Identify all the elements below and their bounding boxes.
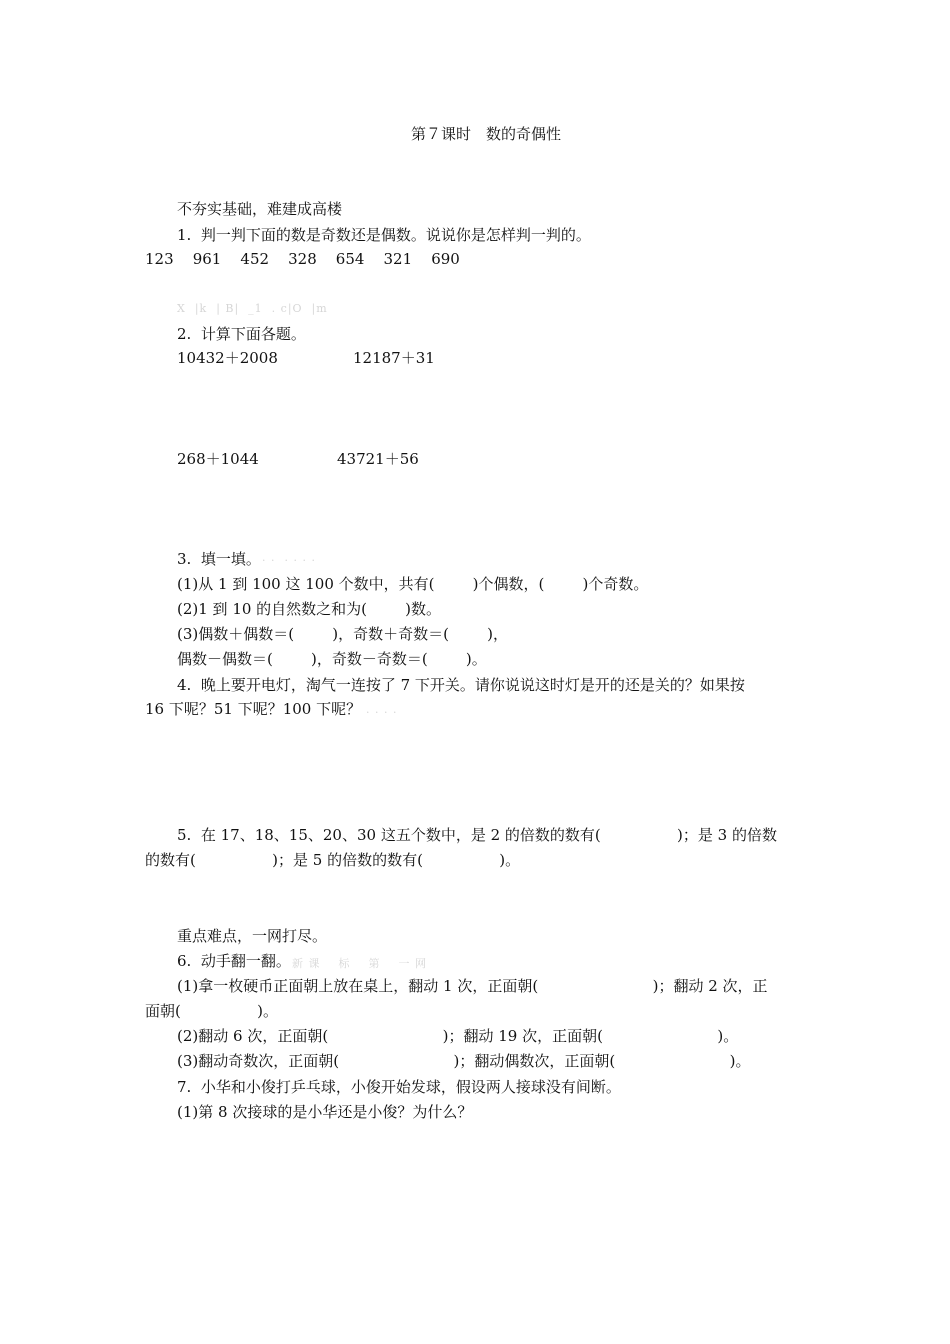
question-4-line-2: 16 下呢？51 下呢？100 下呢？ [145, 700, 362, 718]
question-7-item-1: (1)第 8 次接球的是小华还是小俊？为什么？ [177, 1103, 473, 1121]
question-2-expression-c: 268＋1044 [177, 450, 259, 468]
watermark-text: · · · · [366, 706, 398, 719]
question-3-item-4: 偶数－偶数＝( )，奇数－奇数＝( )。 [177, 650, 487, 668]
question-5-line-2: 的数有( )；是 5 的倍数的数有( )。 [145, 851, 521, 869]
section-heading-basics: 不夯实基础，难建成高楼 [177, 200, 343, 218]
question-1-text: 1. 判一判下面的数是奇数还是偶数。说说你是怎样判一判的。 [177, 226, 591, 244]
page-title: 第７课时 数的奇偶性 [411, 125, 562, 143]
watermark-text: · · · · · · [262, 554, 316, 567]
question-6-text: 6. 动手翻一翻。 [177, 952, 291, 970]
question-3-text: 3. 填一填。 [177, 550, 261, 568]
question-7-text: 7. 小华和小俊打乒乓球，小俊开始发球，假设两人接球没有间断。 [177, 1078, 621, 1096]
watermark-text: 新 课 标 第 一 网 [292, 957, 427, 970]
question-1-numbers: 123 961 452 328 654 321 690 [145, 250, 460, 268]
question-6-item-3: (3)翻动奇数次，正面朝( )；翻动偶数次，正面朝( )。 [177, 1052, 751, 1070]
question-3-item-3: (3)偶数＋偶数＝( )，奇数＋奇数＝( )， [177, 625, 508, 643]
question-2-text: 2. 计算下面各题。 [177, 325, 306, 343]
question-5-line-1: 5. 在 17、18、15、20、30 这五个数中，是 2 的倍数的数有( )；是 3 的倍数 [177, 826, 777, 844]
question-6-item-1-line-1: (1)拿一枚硬币正面朝上放在桌上，翻动 1 次，正面朝( )；翻动 2 次，正 [177, 977, 768, 995]
question-6-item-2: (2)翻动 6 次，正面朝( )；翻动 19 次，正面朝( )。 [177, 1027, 739, 1045]
question-2-expression-a: 10432＋2008 [177, 349, 278, 367]
section-heading-key-points: 重点难点，一网打尽。 [177, 927, 328, 945]
question-2-expression-d: 43721＋56 [337, 450, 419, 468]
question-6-item-1-line-2: 面朝( )。 [145, 1002, 278, 1020]
question-3-item-1: (1)从 1 到 100 这 100 个数中，共有( )个偶数，( )个奇数。 [177, 575, 649, 593]
question-3-item-2: (2)1 到 10 的自然数之和为( )数。 [177, 600, 442, 618]
watermark-text: X |k | B| _1 . c|O |m [177, 302, 328, 315]
question-4-line-1: 4. 晚上要开电灯，淘气一连按了 7 下开关。请你说说这时灯是开的还是关的？如果按 [177, 676, 745, 694]
question-2-expression-b: 12187＋31 [353, 349, 435, 367]
